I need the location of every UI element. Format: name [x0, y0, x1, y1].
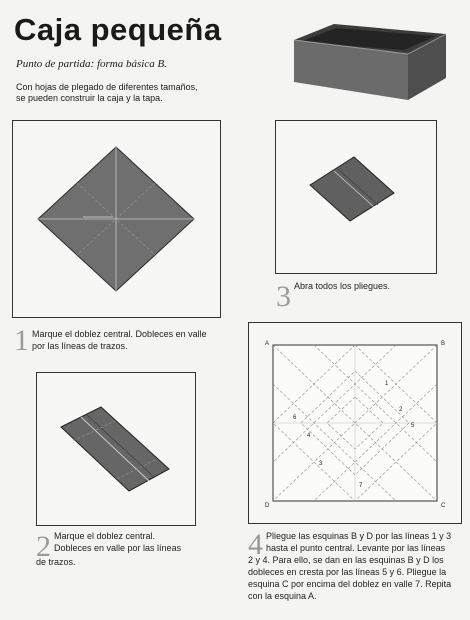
line-label-5: 5: [411, 423, 415, 429]
step-4-line-6: con la esquina A.: [248, 591, 317, 601]
line-label-3: 3: [319, 461, 323, 467]
step-1-square: [13, 121, 220, 317]
step-2-line-3: de trazos.: [36, 557, 76, 567]
line-label-7: 7: [359, 483, 363, 489]
step-3-text: Abra todos los pliegues.: [294, 281, 391, 291]
step-4-crease-pattern: [249, 323, 461, 523]
step-4-text-bottom: [248, 554, 462, 602]
corner-label-a: A: [265, 341, 270, 347]
step-4-line-4: dobleces en cresta por las líneas 5 y 6. Pliegue la: [248, 567, 447, 577]
step-4-diagram: [248, 322, 462, 524]
step-1-diagram: [12, 120, 221, 318]
line-label-2: 2: [399, 407, 403, 413]
corner-label-b: B: [441, 341, 446, 347]
step-4-line-5: esquina C por encima del doblez en valle 7. Repita: [248, 579, 452, 589]
step-4-text-top: [266, 530, 462, 554]
step-1-line-1: Marque el doblez central. Dobleces en valle: [32, 329, 207, 339]
step-2-diagram: [36, 372, 196, 526]
intro-line-1: Con hojas de plegado de diferentes tamaños,: [16, 82, 198, 92]
corner-label-d: D: [265, 503, 270, 509]
step-4-line-3: 2 y 4. Para ello, se dan en las esquinas B y D los: [248, 555, 444, 565]
subtitle: Punto de partida: forma básica B.: [16, 58, 167, 70]
step-3-diagram: [275, 120, 437, 274]
page-title: Caja pequeña: [14, 12, 222, 47]
line-label-6: 6: [293, 415, 297, 421]
intro-line-2: se pueden construir la caja y la tapa.: [16, 93, 163, 103]
step-3-folded-paper: [276, 121, 436, 273]
corner-label-c: C: [441, 503, 446, 509]
step-2-text: [54, 530, 224, 554]
step-3-number: 3: [276, 280, 291, 313]
step-1-number: 1: [14, 324, 29, 357]
step-2-line-1: Marque el doblez central.: [54, 531, 156, 541]
step-1-line-2: por las líneas de trazos.: [32, 341, 128, 351]
step-4-line-1: Pliegue las esquinas B y D por las líneas 1 y 3: [266, 531, 452, 541]
box-illustration: [286, 20, 454, 106]
step-2-line-2: Dobleces en valle por las líneas: [54, 543, 182, 553]
step-1-text: [32, 328, 222, 352]
line-label-4: 4: [307, 433, 311, 439]
step-2-number: 2: [36, 530, 51, 563]
step-4-line-2: hasta el punto central. Levante por las líneas: [266, 543, 446, 553]
line-label-1: 1: [385, 381, 389, 387]
step-4-number: 4: [248, 528, 263, 561]
step-2-folded-paper: [37, 373, 195, 525]
finished-box-photo: [286, 20, 454, 106]
intro-text: [16, 82, 216, 104]
